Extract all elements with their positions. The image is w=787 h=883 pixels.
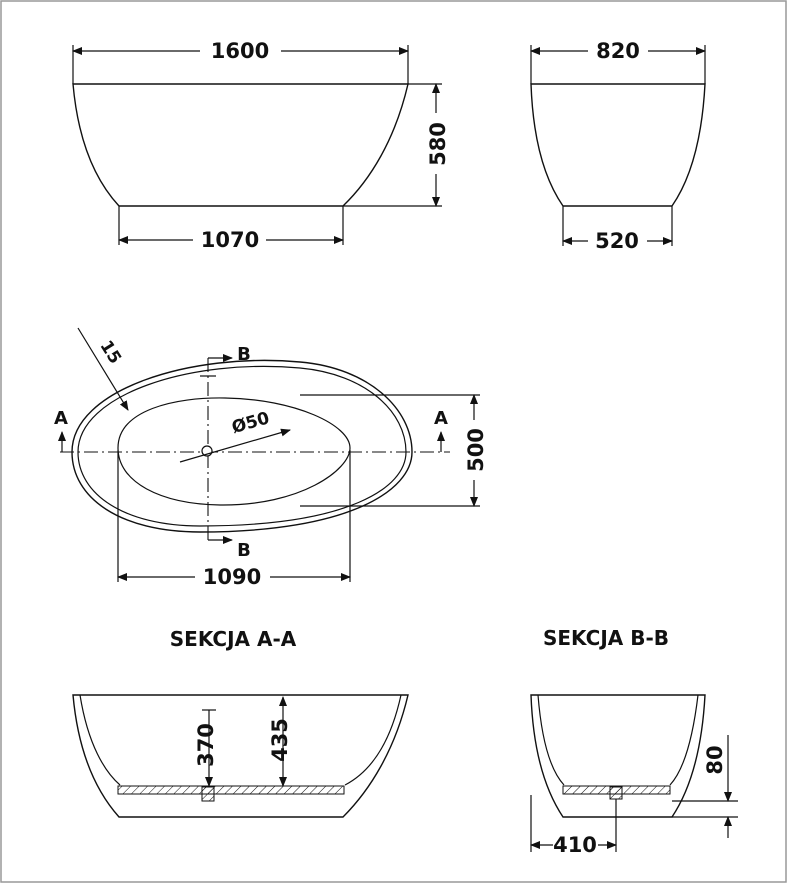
dim-bottom-width: 520 (595, 229, 639, 253)
plan-view (54, 328, 488, 589)
side-view (531, 39, 705, 253)
dim-bottom-length: 1070 (200, 228, 260, 252)
section-marker-b-top: B (237, 344, 251, 365)
dim-top-width: 820 (596, 39, 640, 63)
section-marker-a-left: A (54, 408, 68, 429)
dim-plan-width: 500 (464, 428, 488, 472)
dim-rim: 15 (95, 337, 125, 368)
section-aa-view (73, 695, 408, 817)
section-bb-title: SEKCJA B-B (542, 626, 670, 650)
dim-base-offset: 80 (703, 745, 727, 775)
dim-height: 580 (426, 122, 450, 166)
front-view (73, 39, 450, 252)
drain-fitting-bb (610, 787, 622, 799)
dim-top-length: 1600 (210, 39, 270, 63)
section-marker-b-bottom: B (237, 540, 251, 561)
dim-drain: Ø50 (229, 408, 272, 439)
dim-drain-offset: 410 (553, 833, 597, 857)
dim-depth-drain: 370 (194, 723, 218, 767)
section-bb-view (531, 695, 738, 857)
drain-fitting-aa (202, 787, 214, 801)
section-marker-a-right: A (434, 408, 448, 429)
dim-inner-length: 1090 (202, 565, 262, 589)
section-aa-floor-hatch (118, 786, 344, 794)
dim-depth-inner: 435 (268, 718, 292, 762)
section-aa-title: SEKCJA A-A (169, 627, 297, 651)
